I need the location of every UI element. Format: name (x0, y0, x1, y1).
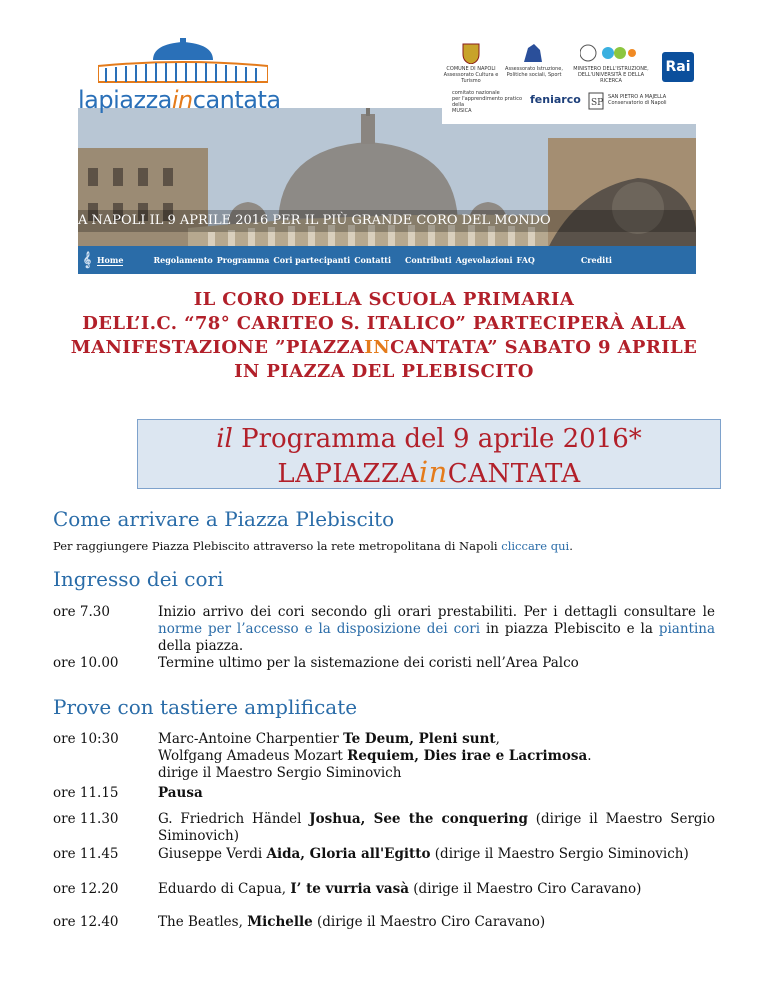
composer: Eduardo di Capua, (158, 881, 291, 897)
schedule-desc (158, 846, 715, 863)
nav-cori-partecipanti[interactable]: Cori partecipanti (273, 255, 351, 265)
composer: Giuseppe Verdi (158, 846, 267, 862)
schedule-desc-text: in piazza Plebiscito e la (480, 621, 659, 637)
nav-contributi[interactable]: Contributi (405, 255, 452, 265)
schedule-desc (158, 914, 715, 931)
schedule-time: ore 12.20 (53, 881, 119, 897)
headline-line-4: IN PIAZZA DEL PLEBISCITO (234, 361, 534, 382)
header-banner (78, 38, 696, 274)
logo-wordmark (78, 86, 281, 114)
programma-subtitle (138, 455, 720, 489)
arrivo-paragraph (53, 539, 573, 554)
schedule-desc (158, 604, 715, 655)
schedule-desc (158, 785, 715, 802)
logo-text-in: in (171, 86, 193, 114)
work-title: Requiem, Dies irae e Lacrimosa (347, 748, 588, 764)
nav-agevolazioni[interactable]: Agevolazioni (455, 255, 513, 265)
nav-faq[interactable]: FAQ (516, 255, 535, 265)
programma-title-text: Programma del 9 aprile 2016* (241, 424, 642, 454)
sponsor-logos (442, 38, 696, 124)
headline-line-3a: MANIFESTAZIONE ”PIAZZA (70, 337, 365, 358)
schedule-time: ore 12.40 (53, 914, 119, 930)
svg-text:SP: SP (591, 98, 604, 108)
sponsor-regione: Assessorato Istruzione, Politiche sociali, Sport (505, 66, 563, 78)
conductor-note: (dirige il Maestro Sergio Siminovich) (158, 811, 715, 844)
nav-crediti[interactable]: Crediti (580, 255, 612, 265)
punctuation: , (495, 731, 500, 747)
schedule-time: ore 11.15 (53, 785, 119, 801)
sponsor-sanpietro: SAN PIETRO A MAJELLA Conservatorio di Napoli (608, 94, 667, 106)
programma-title-box (137, 419, 721, 489)
logo-text-pre: lapiazza (78, 86, 172, 114)
schedule-time: ore 11.30 (53, 811, 119, 827)
schedule-time: ore 7.30 (53, 604, 110, 620)
rai-logo: Rai (662, 52, 694, 82)
work-title: Aida, Gloria all'Egitto (266, 846, 431, 862)
arrivo-text: Per raggiungere Piazza Plebiscito attraverso la rete metropolitana di Napoli (53, 539, 498, 553)
comune-napoli-crest-icon (462, 42, 480, 64)
nav-contatti[interactable]: Contatti (354, 255, 392, 265)
treble-clef-icon: 𝄞 (82, 252, 92, 268)
schedule-time: ore 10:30 (53, 731, 119, 747)
schedule-time: ore 10.00 (53, 655, 119, 671)
headline-line-3c: CANTATA” SABATO 9 APRILE (390, 337, 698, 358)
main-nav (78, 246, 696, 274)
schedule-desc-line (158, 748, 715, 765)
schedule-desc-text: Inizio arrivo dei cori secondo gli orari prestabiliti. Per i dettagli consultare le (158, 604, 715, 620)
lapiazzaincantata-logo[interactable] (78, 38, 308, 118)
programma-title (138, 424, 720, 454)
sponsor-ministero: MINISTERO DELL'ISTRUZIONE, DELL'UNIVERSITÀ E DELLA RICERCA (573, 66, 649, 84)
sponsor-comitato: comitato nazionale per l'apprendimento pratico della MUSICA (452, 90, 522, 114)
headline-line-2: DELL’I.C. “78° CARITEO S. ITALICO” PARTECIPERÀ ALLA (82, 313, 686, 334)
conductor-note: (dirige il Maestro Sergio Siminovich) (430, 846, 689, 862)
piantina-link[interactable]: piantina (658, 621, 716, 637)
programma-sub-post: CANTATA (447, 459, 581, 489)
composer: G. Friedrich Händel (158, 811, 310, 827)
composer: The Beatles, (158, 914, 248, 930)
schedule-desc (158, 731, 715, 782)
nav-home[interactable]: Home (97, 254, 124, 265)
section-title-ingresso: Ingresso dei cori (53, 567, 224, 591)
conductor-note: (dirige il Maestro Ciro Caravano) (312, 914, 546, 930)
section-title-prove: Prove con tastiere amplificate (53, 695, 358, 719)
schedule-desc (158, 881, 715, 898)
sponsor-comune: COMUNE DI NAPOLI Assessorato Cultura e Turismo (443, 66, 499, 84)
sponsor-feniarco: feniarco (530, 93, 581, 106)
pausa-label: Pausa (158, 785, 203, 801)
conductor-note: (dirige il Maestro Ciro Caravano) (409, 881, 642, 897)
work-title: I’ te vurria vasà (290, 881, 409, 897)
schedule-desc-line (158, 731, 715, 748)
logo-text-post: cantata (192, 86, 281, 114)
composer: Wolfgang Amadeus Mozart (158, 748, 348, 764)
schedule-time: ore 11.45 (53, 846, 119, 862)
banner-tagline: A NAPOLI IL 9 APRILE 2016 PER IL PIÙ GRANDE CORO DEL MONDO (78, 210, 696, 232)
miur-emblem-icon (580, 42, 636, 64)
section-title-arrivo: Come arrivare a Piazza Plebiscito (53, 507, 395, 531)
nav-regolamento[interactable]: Regolamento (153, 255, 213, 265)
programma-il: il (216, 424, 233, 454)
headline-line-1: IL CORO DELLA SCUOLA PRIMARIA (193, 289, 575, 310)
punctuation: . (587, 748, 592, 764)
announcement-headline (30, 288, 738, 384)
arrivo-link[interactable]: cliccare qui (501, 539, 570, 553)
programma-sub-in: in (418, 455, 448, 489)
colonnade-logo-icon (98, 38, 268, 88)
norme-accesso-link[interactable]: norme per l’accesso e la disposizione dei cori (158, 621, 481, 637)
composer: Marc-Antoine Charpentier (158, 731, 344, 747)
sanpietro-emblem-icon (588, 92, 604, 110)
nav-programma[interactable]: Programma (216, 255, 270, 265)
schedule-desc: Termine ultimo per la sistemazione dei coristi nell’Area Palco (158, 655, 579, 671)
arrivo-end: . (569, 539, 573, 553)
schedule-desc (158, 811, 715, 845)
work-title: Te Deum, Pleni sunt (343, 731, 496, 747)
programma-sub-pre: LAPIAZZA (277, 459, 419, 489)
headline-line-3 (30, 336, 738, 360)
conductor-note: dirige il Maestro Sergio Siminovich (158, 765, 402, 781)
schedule-desc-text: della piazza. (158, 638, 244, 654)
work-title: Michelle (247, 914, 313, 930)
work-title: Joshua, See the conquering (309, 811, 528, 827)
headline-in-orange: IN (364, 337, 391, 358)
regione-campania-icon (522, 42, 544, 64)
